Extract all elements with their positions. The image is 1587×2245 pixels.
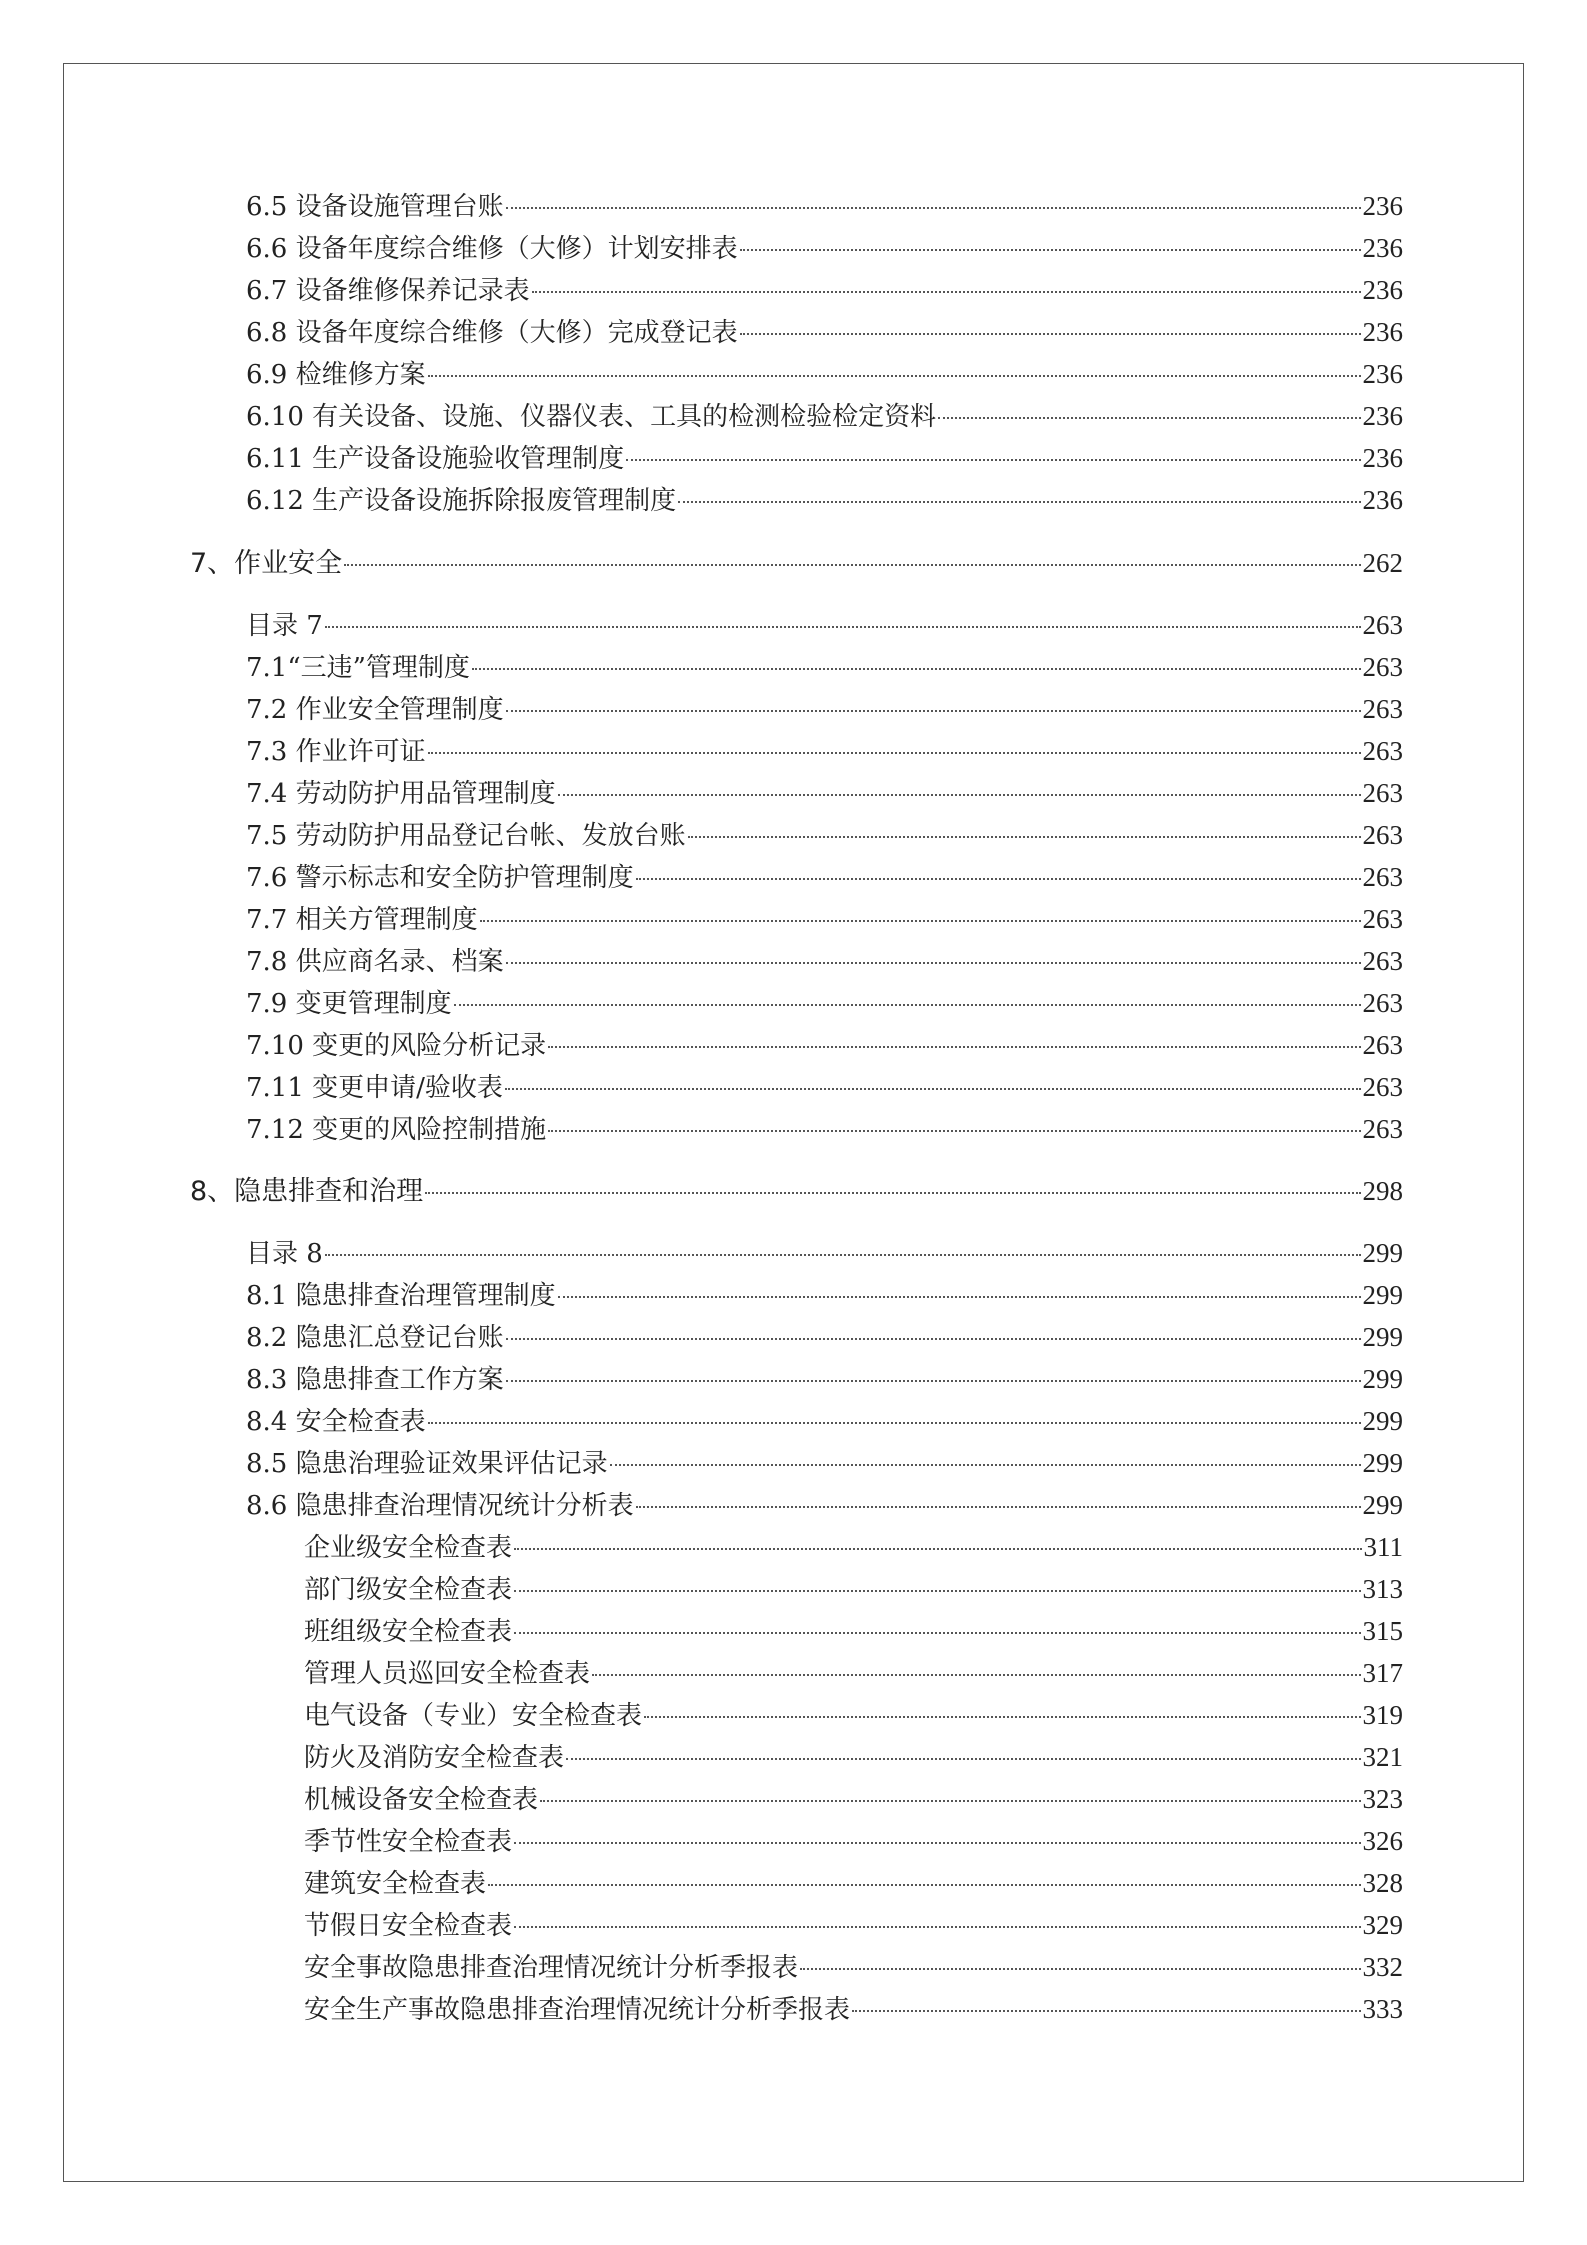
dot-leader bbox=[488, 1884, 1360, 1886]
toc-entry-page-number: 317 bbox=[1362, 1658, 1403, 1688]
dot-leader bbox=[425, 1192, 1360, 1194]
toc-entry-title: 企业级安全检查表 bbox=[304, 1533, 513, 1563]
toc-entry-page-number: 263 bbox=[1362, 820, 1403, 850]
toc-entry-title: 目录 7 bbox=[246, 611, 323, 641]
toc-entry-page-number: 329 bbox=[1362, 1910, 1403, 1940]
toc-entry-page-number: 262 bbox=[1362, 548, 1403, 578]
dot-leader bbox=[548, 1046, 1360, 1048]
toc-entry-title: 8.1 隐患排查治理管理制度 bbox=[246, 1281, 556, 1311]
toc-entry[interactable] bbox=[246, 607, 1403, 643]
toc-entry-page-number: 263 bbox=[1362, 736, 1403, 766]
toc-entry-title: 机械设备安全检查表 bbox=[304, 1785, 539, 1815]
toc-entry[interactable] bbox=[246, 1403, 1403, 1439]
toc-entry[interactable] bbox=[304, 1571, 1403, 1607]
toc-entry[interactable] bbox=[246, 901, 1403, 937]
toc-entry[interactable] bbox=[246, 1235, 1403, 1271]
toc-entry[interactable] bbox=[246, 649, 1403, 685]
toc-entry-page-number: 299 bbox=[1362, 1280, 1403, 1310]
toc-entry-title: 7.6 警示标志和安全防护管理制度 bbox=[246, 863, 634, 893]
dot-leader bbox=[344, 564, 1360, 566]
toc-entry-title: 6.8 设备年度综合维修（大修）完成登记表 bbox=[246, 318, 738, 348]
toc-entry-page-number: 236 bbox=[1362, 275, 1403, 305]
toc-entry-title: 7.2 作业安全管理制度 bbox=[246, 695, 504, 725]
toc-entry-title: 7、作业安全 bbox=[190, 548, 343, 579]
toc-entry[interactable] bbox=[246, 272, 1403, 308]
toc-entry[interactable] bbox=[246, 985, 1403, 1021]
toc-entry[interactable] bbox=[304, 1907, 1403, 1943]
toc-entry-page-number: 263 bbox=[1362, 652, 1403, 682]
toc-entry-page-number: 263 bbox=[1362, 1114, 1403, 1144]
toc-entry[interactable] bbox=[304, 1613, 1403, 1649]
dot-leader bbox=[472, 668, 1361, 670]
toc-entry-page-number: 299 bbox=[1362, 1364, 1403, 1394]
dot-leader bbox=[636, 878, 1361, 880]
dot-leader bbox=[566, 1758, 1360, 1760]
dot-leader bbox=[514, 1632, 1360, 1634]
toc-entry[interactable] bbox=[246, 230, 1403, 266]
toc-entry-page-number: 263 bbox=[1362, 1030, 1403, 1060]
toc-entry[interactable] bbox=[246, 1069, 1403, 1105]
dot-leader bbox=[558, 794, 1361, 796]
dot-leader bbox=[506, 710, 1361, 712]
toc-entry[interactable] bbox=[246, 859, 1403, 895]
toc-entry-title: 8.5 隐患治理验证效果评估记录 bbox=[246, 1449, 608, 1479]
dot-leader bbox=[740, 333, 1361, 335]
toc-entry-title: 6.7 设备维修保养记录表 bbox=[246, 276, 530, 306]
dot-leader bbox=[592, 1674, 1360, 1676]
toc-entry-page-number: 313 bbox=[1362, 1574, 1403, 1604]
toc-entry-title: 班组级安全检查表 bbox=[304, 1617, 513, 1647]
dot-leader bbox=[740, 249, 1361, 251]
toc-entry-page-number: 263 bbox=[1362, 1072, 1403, 1102]
toc-entry-page-number: 311 bbox=[1363, 1532, 1403, 1562]
toc-entry-title: 7.11 变更申请/验收表 bbox=[246, 1073, 503, 1103]
toc-entry-page-number: 299 bbox=[1362, 1238, 1403, 1268]
toc-entry-title: 安全事故隐患排查治理情况统计分析季报表 bbox=[304, 1953, 799, 1983]
toc-entry-title: 7.3 作业许可证 bbox=[246, 737, 426, 767]
toc-entry[interactable] bbox=[246, 440, 1403, 476]
toc-entry[interactable] bbox=[304, 1823, 1403, 1859]
toc-entry-title: 7.4 劳动防护用品管理制度 bbox=[246, 779, 556, 809]
dot-leader bbox=[454, 1004, 1361, 1006]
toc-entry-title: 目录 8 bbox=[246, 1239, 323, 1269]
dot-leader bbox=[506, 1338, 1361, 1340]
dot-leader bbox=[514, 1842, 1360, 1844]
toc-entry-title: 6.11 生产设备设施验收管理制度 bbox=[246, 444, 625, 474]
toc-entry-page-number: 263 bbox=[1362, 946, 1403, 976]
toc-entry-page-number: 236 bbox=[1362, 317, 1403, 347]
toc-entry-page-number: 326 bbox=[1362, 1826, 1403, 1856]
toc-entry-title: 7.8 供应商名录、档案 bbox=[246, 947, 504, 977]
dot-leader bbox=[506, 962, 1361, 964]
dot-leader bbox=[532, 291, 1361, 293]
toc-entry[interactable] bbox=[190, 1173, 1403, 1209]
dot-leader bbox=[428, 752, 1361, 754]
toc-entry-page-number: 319 bbox=[1362, 1700, 1403, 1730]
toc-entry-page-number: 333 bbox=[1362, 1994, 1403, 2024]
toc-entry[interactable] bbox=[246, 482, 1403, 518]
dot-leader bbox=[514, 1548, 1361, 1550]
dot-leader bbox=[480, 920, 1361, 922]
toc-entry-page-number: 236 bbox=[1362, 401, 1403, 431]
dot-leader bbox=[610, 1464, 1361, 1466]
toc-entry-title: 6.12 生产设备设施拆除报废管理制度 bbox=[246, 486, 677, 516]
toc-entry[interactable] bbox=[246, 775, 1403, 811]
toc-entry-page-number: 299 bbox=[1362, 1322, 1403, 1352]
toc-entry[interactable] bbox=[304, 1655, 1403, 1691]
dot-leader bbox=[636, 1506, 1361, 1508]
toc-entry-title: 6.9 检维修方案 bbox=[246, 360, 426, 390]
toc-entry-title: 8.3 隐患排查工作方案 bbox=[246, 1365, 504, 1395]
toc-entry-title: 7.1“三违”管理制度 bbox=[246, 653, 470, 683]
toc-entry-page-number: 263 bbox=[1362, 610, 1403, 640]
toc-entry[interactable] bbox=[246, 733, 1403, 769]
toc-entry[interactable] bbox=[190, 545, 1403, 581]
toc-entry[interactable] bbox=[246, 398, 1403, 434]
dot-leader bbox=[428, 1422, 1361, 1424]
toc-entry-page-number: 236 bbox=[1362, 485, 1403, 515]
toc-entry-title: 季节性安全检查表 bbox=[304, 1827, 513, 1857]
toc-entry[interactable] bbox=[246, 314, 1403, 350]
toc-entry-title: 7.12 变更的风险控制措施 bbox=[246, 1115, 547, 1145]
toc-entry-title: 8.6 隐患排查治理情况统计分析表 bbox=[246, 1491, 634, 1521]
toc-entry-title: 电气设备（专业）安全检查表 bbox=[304, 1701, 643, 1731]
toc-entry[interactable] bbox=[304, 1529, 1403, 1565]
toc-entry-page-number: 315 bbox=[1362, 1616, 1403, 1646]
dot-leader bbox=[506, 1380, 1361, 1382]
toc-entry-page-number: 263 bbox=[1362, 862, 1403, 892]
toc-entry-title: 6.5 设备设施管理台账 bbox=[246, 192, 504, 222]
toc-entry-page-number: 263 bbox=[1362, 988, 1403, 1018]
dot-leader bbox=[428, 375, 1361, 377]
dot-leader bbox=[325, 1254, 1361, 1256]
toc-entry[interactable] bbox=[304, 1865, 1403, 1901]
toc-entry-page-number: 263 bbox=[1362, 694, 1403, 724]
toc-entry[interactable] bbox=[246, 1027, 1403, 1063]
dot-leader bbox=[852, 2010, 1360, 2012]
dot-leader bbox=[644, 1716, 1360, 1718]
dot-leader bbox=[514, 1590, 1360, 1592]
toc-entry[interactable] bbox=[246, 1445, 1403, 1481]
toc-entry-title: 8.4 安全检查表 bbox=[246, 1407, 426, 1437]
toc-entry-title: 7.7 相关方管理制度 bbox=[246, 905, 478, 935]
toc-entry-title: 安全生产事故隐患排查治理情况统计分析季报表 bbox=[304, 1995, 851, 2025]
toc-entry-page-number: 263 bbox=[1362, 904, 1403, 934]
toc-entry-title: 管理人员巡回安全检查表 bbox=[304, 1659, 591, 1689]
dot-leader bbox=[688, 836, 1361, 838]
dot-leader bbox=[325, 626, 1361, 628]
toc-entry[interactable] bbox=[246, 1487, 1403, 1523]
toc-entry[interactable] bbox=[246, 817, 1403, 853]
toc-entry[interactable] bbox=[304, 1991, 1403, 2027]
dot-leader bbox=[938, 417, 1360, 419]
toc-entry-title: 6.6 设备年度综合维修（大修）计划安排表 bbox=[246, 234, 738, 264]
toc-entry[interactable] bbox=[304, 1739, 1403, 1775]
toc-entry-title: 部门级安全检查表 bbox=[304, 1575, 513, 1605]
toc-entry-title: 建筑安全检查表 bbox=[304, 1869, 487, 1899]
toc-entry-page-number: 328 bbox=[1362, 1868, 1403, 1898]
toc-entry-title: 7.9 变更管理制度 bbox=[246, 989, 452, 1019]
toc-entry[interactable] bbox=[304, 1949, 1403, 1985]
toc-entry-title: 7.5 劳动防护用品登记台帐、发放台账 bbox=[246, 821, 686, 851]
toc-entry[interactable] bbox=[246, 1277, 1403, 1313]
toc-entry[interactable] bbox=[304, 1781, 1403, 1817]
toc-entry-page-number: 236 bbox=[1362, 443, 1403, 473]
toc-entry[interactable] bbox=[246, 943, 1403, 979]
toc-entry-title: 8.2 隐患汇总登记台账 bbox=[246, 1323, 504, 1353]
toc-entry[interactable] bbox=[304, 1697, 1403, 1733]
dot-leader bbox=[626, 459, 1360, 461]
dot-leader bbox=[506, 207, 1361, 209]
toc-entry[interactable] bbox=[246, 691, 1403, 727]
toc-entry-page-number: 263 bbox=[1362, 778, 1403, 808]
toc-entry-title: 6.10 有关设备、设施、仪器仪表、工具的检测检验检定资料 bbox=[246, 402, 937, 432]
toc-entry[interactable] bbox=[246, 188, 1403, 224]
toc-entry-page-number: 321 bbox=[1362, 1742, 1403, 1772]
toc-entry-page-number: 236 bbox=[1362, 359, 1403, 389]
dot-leader bbox=[548, 1130, 1360, 1132]
toc-entry-page-number: 236 bbox=[1362, 191, 1403, 221]
toc-entry-page-number: 299 bbox=[1362, 1490, 1403, 1520]
toc-entry-title: 8、隐患排查和治理 bbox=[190, 1176, 424, 1207]
toc-entry[interactable] bbox=[246, 356, 1403, 392]
dot-leader bbox=[514, 1926, 1360, 1928]
toc-entry-title: 防火及消防安全检查表 bbox=[304, 1743, 565, 1773]
toc-entry-title: 节假日安全检查表 bbox=[304, 1911, 513, 1941]
toc-entry-page-number: 332 bbox=[1362, 1952, 1403, 1982]
dot-leader bbox=[558, 1296, 1361, 1298]
toc-entry-page-number: 298 bbox=[1362, 1176, 1403, 1206]
dot-leader bbox=[540, 1800, 1360, 1802]
toc-entry-page-number: 323 bbox=[1362, 1784, 1403, 1814]
dot-leader bbox=[800, 1968, 1360, 1970]
dot-leader bbox=[505, 1088, 1361, 1090]
toc-entry[interactable] bbox=[246, 1361, 1403, 1397]
toc-entry-page-number: 236 bbox=[1362, 233, 1403, 263]
dot-leader bbox=[678, 501, 1360, 503]
toc-entry-page-number: 299 bbox=[1362, 1406, 1403, 1436]
toc-entry-page-number: 299 bbox=[1362, 1448, 1403, 1478]
toc-entry-title: 7.10 变更的风险分析记录 bbox=[246, 1031, 547, 1061]
toc-entry[interactable] bbox=[246, 1319, 1403, 1355]
toc-entry[interactable] bbox=[246, 1111, 1403, 1147]
